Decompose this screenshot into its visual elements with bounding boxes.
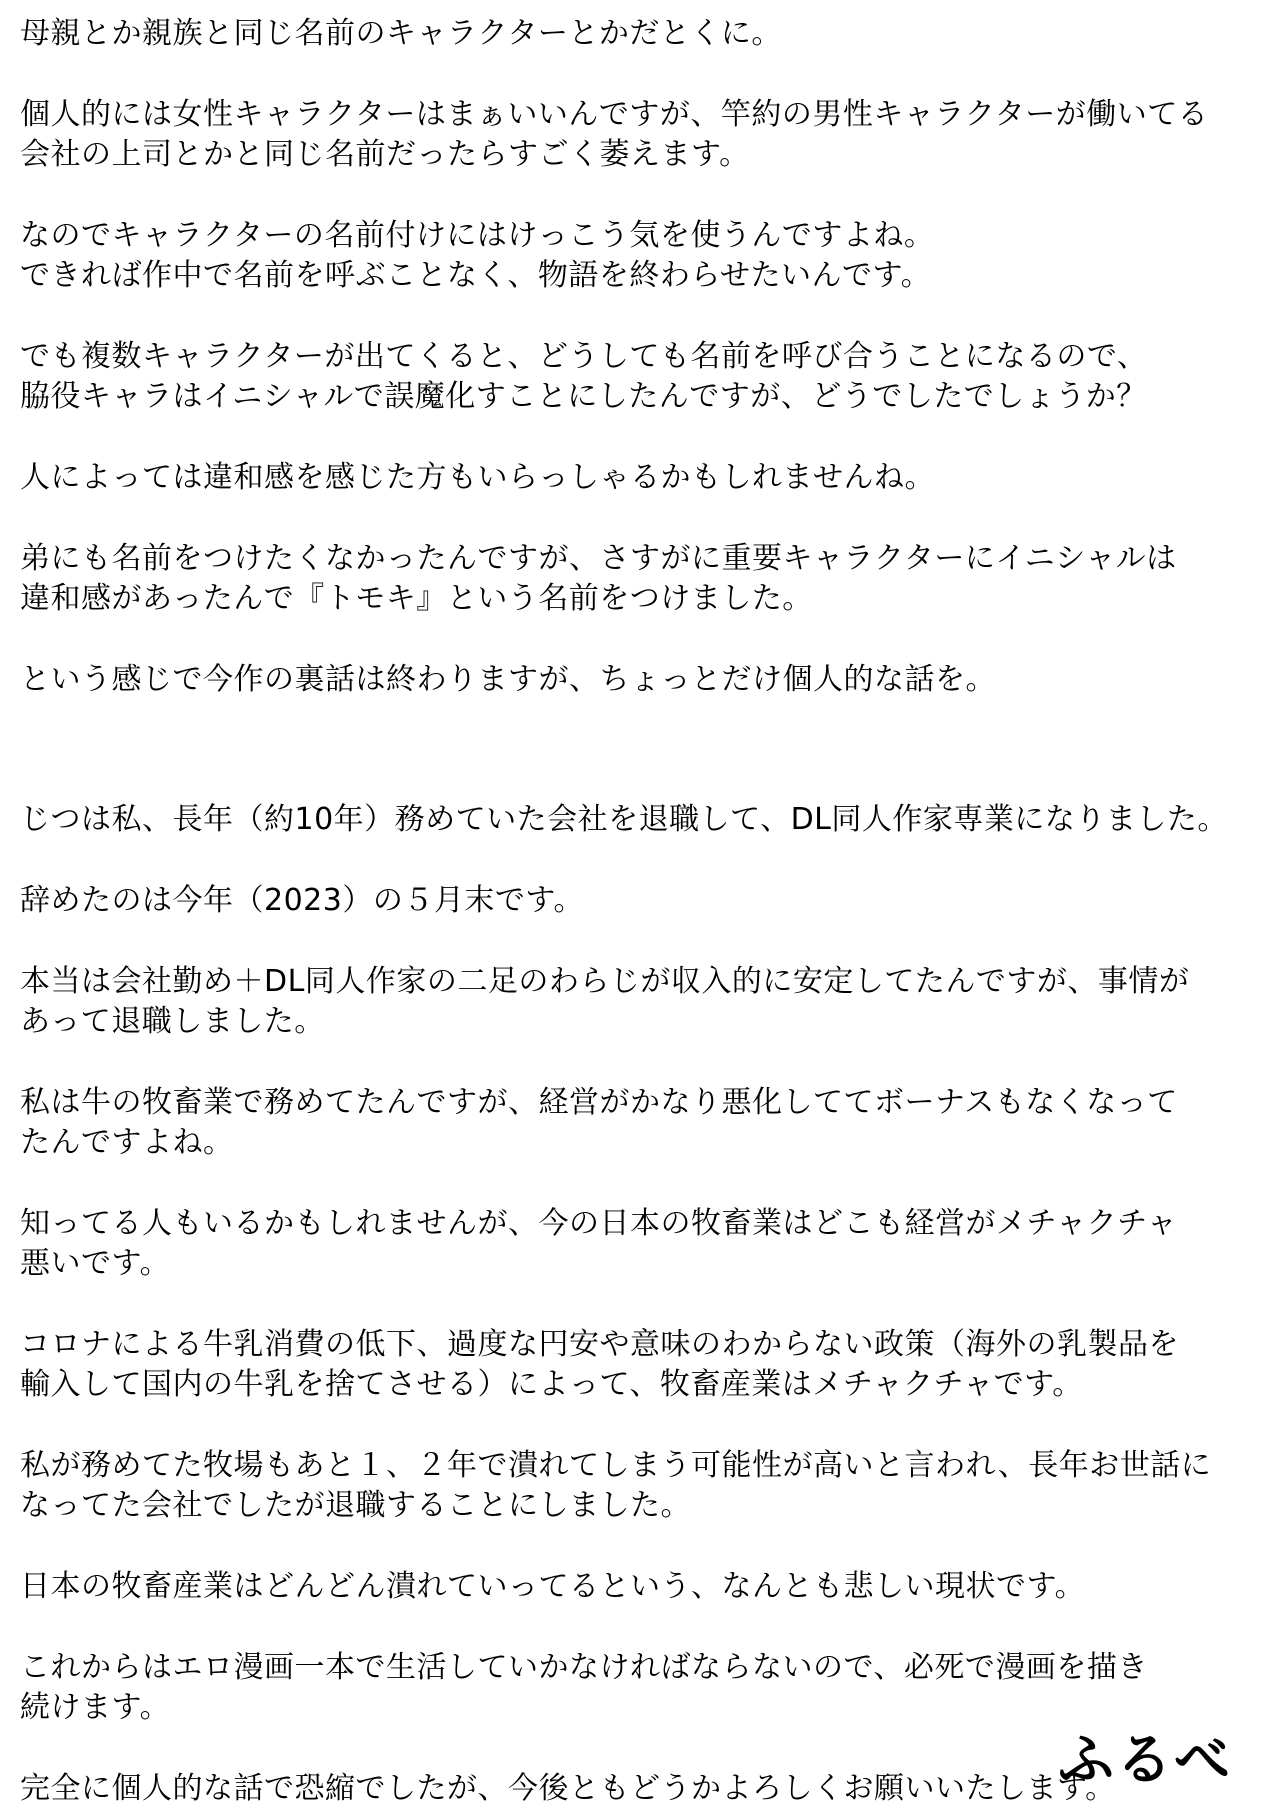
text-line: 日本の牧畜産業はどんどん潰れていってるという、なんとも悲しい現状です。: [20, 1569, 1086, 1604]
text-line: これからはエロ漫画一本で生活していかなければならないので、必死で漫画を描き: [20, 1650, 1148, 1685]
text-line: できれば作中で名前を呼ぶことなく、物語を終わらせたいんです。: [20, 258, 932, 293]
text-line: 弟にも名前をつけたくなかったんですが、さすがに重要キャラクターにイニシャルは: [20, 541, 1177, 576]
paragraph-1: [20, 14, 1260, 54]
text-line: 脇役キャラはイニシャルで誤魔化すことにしたんですが、どうでしたでしょうか？: [20, 379, 1147, 414]
text-line: 完全に個人的な話で恐縮でしたが、今後ともどうかよろしくお願いいたします。: [20, 1771, 1116, 1806]
text-line: という感じで今作の裏話は終わりますが、ちょっとだけ個人的な話を。: [20, 662, 996, 697]
paragraph-10: [20, 962, 1260, 1042]
paragraph-11: [20, 1083, 1260, 1163]
paragraph-16: [20, 1648, 1260, 1728]
paragraph-15: [20, 1567, 1260, 1607]
text-line: たんですよね。: [20, 1125, 234, 1160]
text-line: 本当は会社勤め＋DL同人作家の二足のわらじが収入的に安定してたんですが、事情が: [20, 964, 1190, 999]
paragraph-2: [20, 95, 1260, 175]
text-line: 悪いです。: [20, 1246, 171, 1281]
author-signature: ふるべ: [1058, 1728, 1232, 1793]
text-line: あって退職しました。: [20, 1004, 325, 1039]
paragraph-3: [20, 216, 1260, 296]
paragraph-9: [20, 881, 1260, 921]
text-line: なってた会社でしたが退職することにしました。: [20, 1488, 691, 1523]
text-line: でも複数キャラクターが出てくると、どうしても名前を呼び合うことになるので、: [20, 339, 1148, 374]
text-line: 知ってる人もいるかもしれませんが、今の日本の牧畜業はどこも経営がメチャクチャ: [20, 1206, 1178, 1241]
paragraph-8: [20, 800, 1260, 840]
text-line: 違和感があったんで『トモキ』という名前をつけました。: [20, 581, 813, 616]
text-line: 個人的には女性キャラクターはまぁいいんですが、竿約の男性キャラクターが働いてる: [20, 97, 1209, 132]
text-line: 私は牛の牧畜業で務めてたんですが、経営がかなり悪化しててボーナスもなくなって: [20, 1085, 1178, 1120]
text-line: 会社の上司とかと同じ名前だったらすごく萎えます。: [20, 137, 750, 172]
paragraph-6: [20, 539, 1260, 619]
text-line: 私が務めてた牧場もあと１、２年で潰れてしまう可能性が高いと言われ、長年お世話に: [20, 1448, 1212, 1483]
text-line: 母親とか親族と同じ名前のキャラクターとかだとくに。: [20, 16, 782, 51]
paragraph-14: [20, 1446, 1260, 1526]
text-line: なのでキャラクターの名前付けにはけっこう気を使うんですよね。: [20, 218, 935, 253]
text-line: じつは私、長年（約10年）務めていた会社を退職して、DL同人作家専業になりました。: [20, 802, 1228, 837]
text-line: 人によっては違和感を感じた方もいらっしゃるかもしれませんね。: [20, 460, 935, 495]
paragraph-5: [20, 458, 1260, 498]
paragraph-7: [20, 660, 1260, 700]
paragraph-4: [20, 337, 1260, 417]
text-line: 続けます。: [20, 1690, 171, 1725]
text-line: コロナによる牛乳消費の低下、過度な円安や意味のわからない政策（海外の乳製品を: [20, 1327, 1179, 1362]
paragraph-12: [20, 1204, 1260, 1284]
text-line: 辞めたのは今年（2023）の５月末です。: [20, 883, 584, 918]
text-line: 輸入して国内の牛乳を捨てさせる）によって、牧畜産業はメチャクチャです。: [20, 1367, 1083, 1402]
paragraph-13: [20, 1325, 1260, 1405]
